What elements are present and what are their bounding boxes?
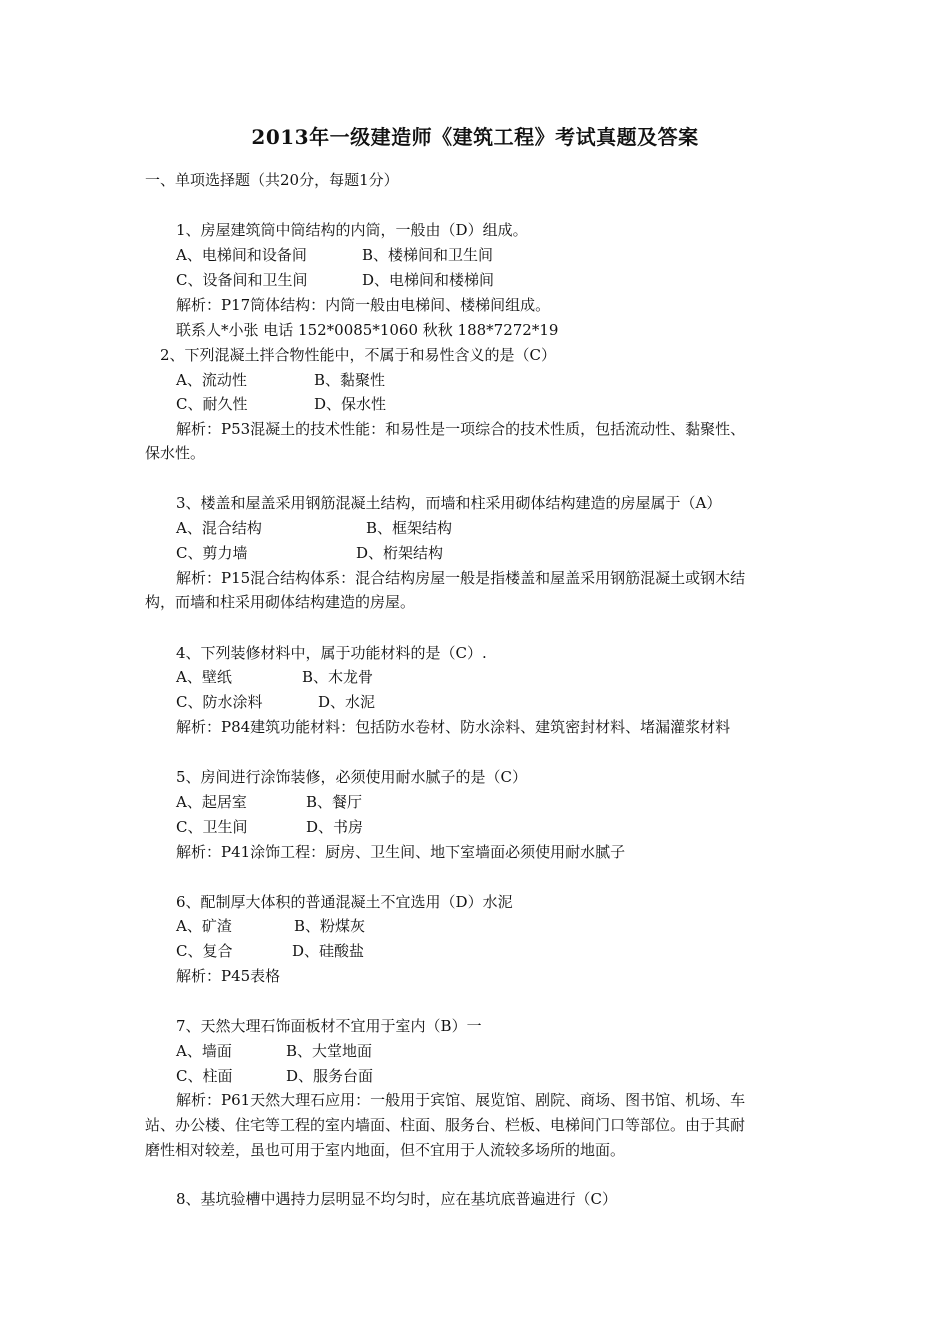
question-2-analysis-cont: 保水性。 — [145, 444, 206, 462]
question-8-stem: 8、基坑验槽中遇持力层明显不均匀时，应在基坑底普遍进行（C） — [176, 1190, 618, 1208]
question-2-stem: 2、下列混凝土拌合物性能中，不属于和易性含义的是（C） — [160, 346, 557, 364]
question-1-options-row-2 — [176, 270, 494, 290]
question-5-option-b: B、餐厅 — [306, 793, 363, 811]
question-7-option-d: D、服务台面 — [286, 1067, 374, 1085]
question-4-option-b: B、木龙骨 — [302, 668, 374, 686]
question-4-stem: 4、下列装修材料中，属于功能材料的是（C）. — [176, 644, 487, 662]
question-3-options-row-2 — [176, 543, 443, 563]
document-title: 2013年一级建造师《建筑工程》考试真题及答案 — [251, 125, 699, 149]
question-3-option-c: C、剪力墙 — [176, 544, 248, 562]
question-7-option-c: C、柱面 — [176, 1067, 233, 1085]
question-7-analysis: 解析：P61天然大理石应用：一般用于宾馆、展览馆、剧院、商场、图书馆、机场、车 — [176, 1091, 746, 1109]
question-4-analysis: 解析：P84建筑功能材料：包括防水卷材、防水涂料、建筑密封材料、堵漏灌浆材料 — [176, 718, 731, 736]
question-2-option-b: B、黏聚性 — [314, 371, 386, 389]
question-2-options-row-1 — [176, 370, 385, 390]
question-1-option-d: D、电梯间和楼梯间 — [362, 271, 495, 289]
question-3-analysis-cont: 构，而墙和柱采用砌体结构建造的房屋。 — [145, 593, 416, 611]
question-5-option-d: D、书房 — [306, 818, 364, 836]
question-6-options-row-2 — [176, 941, 364, 961]
question-6-option-a: A、矿渣 — [176, 917, 232, 935]
question-3-option-a: A、混合结构 — [176, 519, 262, 537]
question-3-options-row-1 — [176, 518, 452, 538]
question-2-options-row-2 — [176, 394, 386, 414]
question-5-option-a: A、起居室 — [176, 793, 247, 811]
question-6-option-d: D、硅酸盐 — [292, 942, 365, 960]
question-1-option-b: B、楼梯间和卫生间 — [362, 246, 494, 264]
question-3-option-b: B、框架结构 — [366, 519, 453, 537]
question-6-option-c: C、复合 — [176, 942, 233, 960]
question-7-options-row-2 — [176, 1066, 373, 1086]
question-5-option-c: C、卫生间 — [176, 818, 248, 836]
question-6-option-b: B、粉煤灰 — [294, 917, 366, 935]
question-1-analysis: 解析：P17筒体结构：内筒一般由电梯间、楼梯间组成。 — [176, 296, 551, 314]
question-3-stem: 3、楼盖和屋盖采用钢筋混凝土结构，而墙和柱采用砌体结构建造的房屋属于（A） — [176, 494, 722, 512]
question-2-option-a: A、流动性 — [176, 371, 247, 389]
question-5-options-row-1 — [176, 792, 362, 812]
question-7-option-a: A、墙面 — [176, 1042, 232, 1060]
question-7-options-row-1 — [176, 1041, 372, 1061]
question-7-analysis-cont-2: 磨性相对较差，虽也可用于室内地面，但不宜用于人流较多场所的地面。 — [145, 1141, 626, 1159]
question-6-options-row-1 — [176, 916, 365, 936]
contact-info: 联系人*小张 电话 152*0085*1060 秋秋 188*7272*19 — [176, 321, 559, 339]
question-2-analysis: 解析：P53混凝土的技术性能：和易性是一项综合的技术性质，包括流动性、黏聚性、 — [176, 420, 746, 438]
question-1-option-c: C、设备间和卫生间 — [176, 271, 308, 289]
question-4-option-a: A、壁纸 — [176, 668, 232, 686]
question-5-options-row-2 — [176, 817, 363, 837]
question-4-option-d: D、水泥 — [318, 693, 376, 711]
question-7-analysis-cont-1: 站、办公楼、住宅等工程的室内墙面、柱面、服务台、栏板、电梯间门口等部位。由于其耐 — [145, 1116, 746, 1134]
question-4-option-c: C、防水涂料 — [176, 693, 263, 711]
question-6-analysis: 解析：P45表格 — [176, 967, 281, 985]
question-1-option-a: A、电梯间和设备间 — [176, 246, 307, 264]
question-6-stem: 6、配制厚大体积的普通混凝土不宜选用（D）水泥 — [176, 893, 513, 911]
question-2-option-d: D、保水性 — [314, 395, 387, 413]
question-1-stem: 1、房屋建筑筒中筒结构的内筒，一般由（D）组成。 — [176, 221, 528, 239]
question-5-stem: 5、房间进行涂饰装修，必须使用耐水腻子的是（C） — [176, 768, 528, 786]
question-4-options-row-1 — [176, 667, 373, 687]
question-3-analysis: 解析：P15混合结构体系：混合结构房屋一般是指楼盖和屋盖采用钢筋混凝土或钢木结 — [176, 569, 746, 587]
question-2-option-c: C、耐久性 — [176, 395, 248, 413]
question-5-analysis: 解析：P41涂饰工程：厨房、卫生间、地下室墙面必须使用耐水腻子 — [176, 843, 626, 861]
question-1-options-row-1 — [176, 245, 493, 265]
section-heading: 一、单项选择题（共20分，每题1分） — [145, 171, 399, 189]
question-4-options-row-2 — [176, 692, 375, 712]
question-3-option-d: D、桁架结构 — [356, 544, 444, 562]
question-7-stem: 7、天然大理石饰面板材不宜用于室内（B）一 — [176, 1017, 482, 1035]
question-7-option-b: B、大堂地面 — [286, 1042, 373, 1060]
